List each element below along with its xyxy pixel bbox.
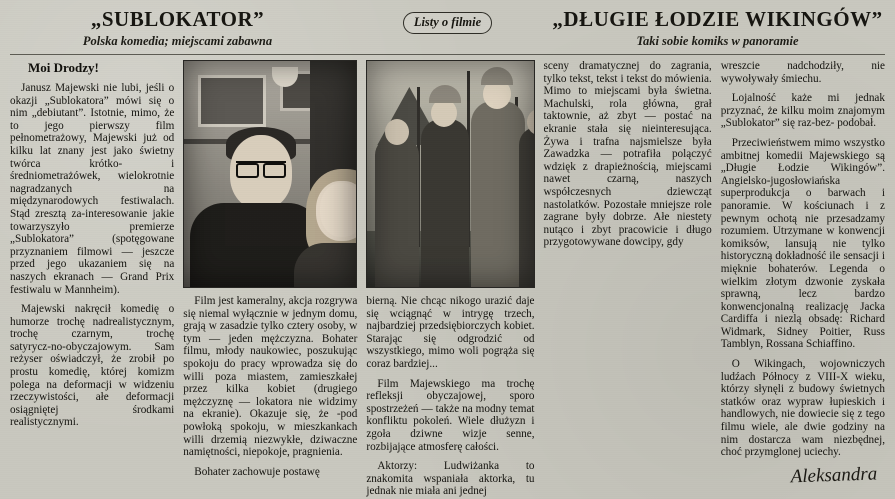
paragraph: Film Majewskiego ma trochę refleksji obyczajowej, sporo spostrzeżeń — także na modny temat konfliktu pokoleń. Wiele dłużyzn i zgoła dziwne wizje senne, rozbijające atmosferę całości.: [366, 377, 535, 453]
text-column-3: [366, 60, 534, 496]
paragraph: sceny dramatycznej do zagrania, tylko tekst, tekst i tekst do mówienia. Mimo to miejscami była świetna. Machulski, rola główna, grał taktownie, aż zbyt — postać na ekranie stała się nieinteresująca. Żywa i trafna najsmielsze była Zawadzka — potrafiła polączyć wdzięk z drapieżnością, miejscami nawet czarną, naszych współczesnych dziewcząt nastolatków. Pozostałe mniejsze role zagrane były dobrze. Ałe niestety nutąco i zbyt pracowicie i długo przygotowywane dowcipy, gdy: [543, 60, 712, 249]
vikings-still: [366, 60, 534, 288]
paragraph: Przeciwieństwem mimo wszystko ambitnej komedii Majewskiego są „Długie Łodzie Wikingów”. Angielsko‑jugosłowiańska superprodukcja o barwach i panoramie. W kościunach i z pewnym ochotą nie przesadzamy rozumiem. Utrzymane w konwencji komiksów, lansują nie tylko historyczną dokładność ile sensacji i mięknie bohaterów. Legenda o wielkim złotym dzwonie zyskała sprawną, lecz bardzo konwencjonalną realizację Jacka Cardiffa i niezlą obsadę: Richard Widmark, Sidney Poitier, Russ Tamblyn, Rossana Schiaffino.: [720, 136, 885, 351]
section-badge: Listy o filmie: [403, 12, 492, 34]
article-body: [10, 60, 885, 496]
paragraph: Bohater zachowuje postawę: [194, 465, 320, 478]
masthead: [10, 6, 885, 55]
paragraph: Aktorzy: Ludwiżanka to znakomita wspaniała aktorka, tu jednak nie miała ani jednej: [366, 460, 535, 498]
masthead-center: [373, 6, 523, 34]
paragraph: O Wikingach, wojowniczych ludźach Północy z VIII‑X wieku, którzy słynęli z budowy świetnych statków oraz wypraw łupieskich i handlowych, nie dowiecie się z tego filmu wiele, ale dwie godziny na nim dostarcza wam niezbędnej, choć przymglonej uciechy.: [720, 358, 885, 459]
right-film-title: „DŁUGIE ŁODZIE WIKINGÓW”: [552, 7, 883, 31]
paragraph: Lojalność każe mi jednak przyznać, że kilku moim znajomym „Sublokator” się raz‑bez‑ podobał.: [720, 92, 885, 130]
author-signature: Aleksandra: [790, 463, 878, 488]
sublokator-still: [183, 60, 357, 288]
masthead-left: [10, 6, 345, 49]
right-film-subtitle: Taki sobie komiks w panoramie: [636, 34, 799, 49]
paragraph: Majewski nakręcił komedię o humorze trochę nadrealistycznym, trochę czarnym, trochę satyrycz‑no‑obyczajowym. Sam reżyser oświadczył, że zrobił po prostu komedię, której komizm polega na deformacji w widzeniu rzeczywistości, ałe deformacji osiągniętej środkami realistycznymi.: [10, 303, 175, 429]
text-column-5: [721, 60, 885, 496]
left-film-title: „SUBLOKATOR”: [90, 7, 265, 31]
masthead-right: [550, 6, 885, 49]
text-column-1: [10, 60, 174, 496]
text-column-2: [183, 60, 357, 496]
paragraph: Film jest kameralny, akcja rozgrywa się niemal wyłącznie w jednym domu, grają w zasadzie tylko cztery osoby, w tym — jeden mężczyzna. Bohater filmu, młody naukowiec, poszukując spokoju do pracy wprowadza się do willi poza miastem, zamieszkałej przez kilka kobiet (drugiego mężczyznę — lokatora nie widzimy na ekranie). Okazuje się, że ‑pod powłoką spokoju, w mieszkankach willi drzemią niezwykłe, dziwaczne namiętności, niepokoje, pragnienia.: [183, 295, 358, 459]
text-column-4: [544, 60, 712, 496]
left-film-subtitle: Polska komedia; miejscami zabawna: [82, 34, 273, 49]
paragraph: bierną. Nie chcąc nikogo urazić daje się wciągnąć w intrygę trzech, najbardziej przedsiębiorczych kobiet. Starając się odgrodzić od wszystkiego, mimo woli pogrąża się coraz bardziej...: [366, 295, 535, 370]
article-lead: Moi Drodzy!: [28, 60, 99, 75]
paragraph: wreszcie nadchodziły, nie wywoływały śmiechu.: [720, 60, 885, 85]
paragraph: Janusz Majewski nie lubi, jeśli o okazji „Sublokatora” mówi się o nim „debiutant”. Istotnie, mimo, że to jego pierwszy film pełnometrażowy, Majewski już od kilku lat znany jest jako świetny twórca krótko- i średniometrażówek, wielokrotnie nagradzanych na międzynarodowych festiwalach. Stąd zresztą za‑interesowanie jakie towarzyszyło premierze „Sublokatora” (spotęgowane przyznaniem filmowi — jeszcze przed jego ukazaniem się na naszych ekranach — Grand Prix festiwalu w Mannheim).: [10, 82, 175, 296]
